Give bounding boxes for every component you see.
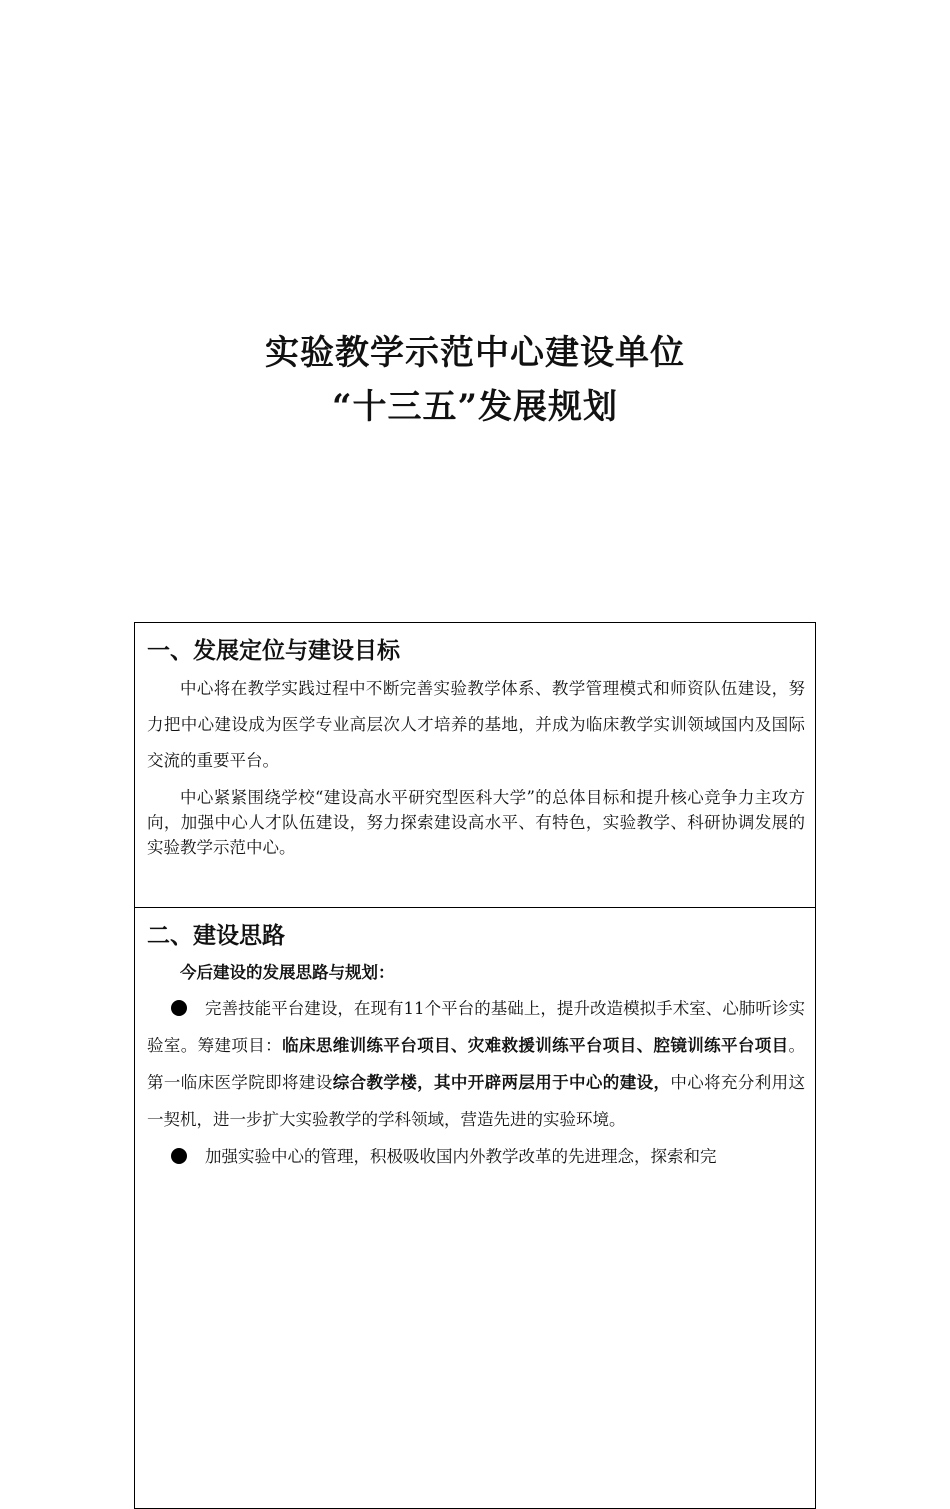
bullet-1-text-b: 。第一临床医学院即将建设 xyxy=(147,1036,806,1092)
bullet-2-text: 加强实验中心的管理，积极吸收国内外教学改革的先进理念，探索和完 xyxy=(205,1147,717,1166)
bullet-1-text-c: 中心将充分利用这一契机，进一步扩大实验教学的学科领域，营造先进的实验环境。 xyxy=(147,1073,806,1129)
bullet-1-bold-a: 临床思维训练平台项目、灾难救援训练平台项目、腔镜训练平台项目 xyxy=(282,1036,789,1055)
bullet-dot-icon xyxy=(171,1148,187,1164)
bullet-1-bold-b: 综合教学楼，其中开辟两层用于中心的建设， xyxy=(332,1073,671,1092)
document-title xyxy=(0,328,950,432)
section-1-paragraph-2: 中心紧紧围绕学校“建设高水平研究型医科大学”的总体目标和提升核心竞争力主攻方向，加强中心人才队伍建设，努力探索建设高水平、有特色，实验教学、科研协调发展的实验教学示范中心。 xyxy=(147,788,805,857)
title-line-2: “十三五”发展规划 xyxy=(331,387,619,427)
bullet-item-2 xyxy=(147,1138,805,1175)
title-line-1: 实验教学示范中心建设单位 xyxy=(265,333,685,373)
section-1-paragraph-1: 中心将在教学实践过程中不断完善实验教学体系、教学管理模式和师资队伍建设，努力把中心建设成为医学专业高层次人才培养的基地，并成为临床教学实训领域国内及国际交流的重要平台。 xyxy=(147,679,805,770)
section-2-subheading: 今后建设的发展思路与规划： xyxy=(180,963,395,982)
bullet-dot-icon xyxy=(171,1000,187,1016)
section-construction-ideas xyxy=(135,908,815,1508)
bullet-item-1 xyxy=(147,990,805,1138)
section-development-goals xyxy=(135,623,815,908)
section-1-heading: 一、发展定位与建设目标 xyxy=(147,637,400,664)
section-2-heading: 二、建设思路 xyxy=(147,922,285,949)
plan-table xyxy=(134,622,816,1509)
bullet-1-text-a: 完善技能平台建设，在现有11个平台的基础上，提升改造模拟手术室、心肺听诊实验室。筹建项目： xyxy=(147,999,805,1055)
